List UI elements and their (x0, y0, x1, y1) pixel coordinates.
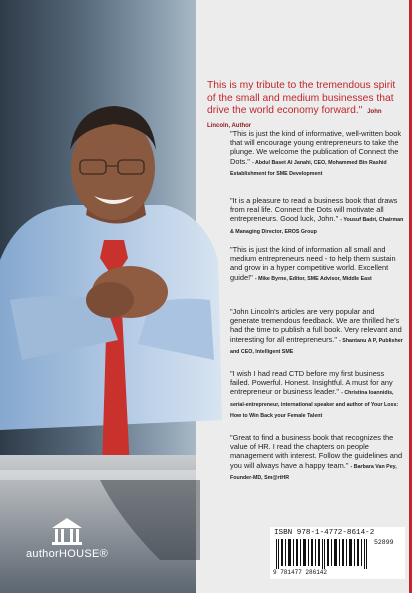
testimonial-attribution: - Shantanu A P, Publisher and CEO, Intelligent SME (230, 337, 403, 355)
testimonial-attribution: - Abdul Baset Al Janahi, CEO, Mohammed Bin Rashid Establishment for SME Development (230, 159, 387, 177)
testimonial-quote: "This is just the kind of informative, well-written book that will encourage young entrepreneurs to take the plunge. We welcome the publication of Connect the Dots." (230, 129, 402, 166)
house-columns-icon (50, 516, 84, 546)
headline-text: This is my tribute to the tremendous spirit of the small and medium businesses that drive the world economy forward." (207, 80, 396, 117)
isbn-label: ISBN 978-1-4772-8614-2 (274, 529, 375, 537)
barcode-icon (276, 539, 372, 569)
testimonial-4 (230, 307, 405, 357)
price-code: 52899 (374, 539, 394, 546)
testimonial-3 (230, 245, 405, 284)
testimonial-attribution: - Yousuf Badri, Chairman & Managing Director, EROS Group (230, 217, 404, 235)
testimonial-attribution: - Christina Ioannidis, serial-entrepreneur, international speaker and author of Your Loss: How to Win Back your Female Talent (230, 390, 399, 419)
testimonial-quote: "John Lincoln's articles are very popular and generate tremendous feedback. We are thrilled he's had the time to publish a full book. Very relevant and interesting for all entrepreneurs." (230, 307, 402, 344)
testimonial-2 (230, 196, 405, 237)
testimonial-attribution: - Barbara Van Pey, Founder-MD, Sm@rtHR (230, 463, 397, 481)
testimonial-attribution: - Mike Byrne, Editor, SME Advisor, Middle East (254, 275, 372, 282)
testimonial-quote: "This is just the kind of information all small and medium entrepreneurs need - to help them sustain and grow in a hyper competitive world. Excellent guide!" (230, 245, 396, 282)
testimonial-quote: "I wish I had read CTD before my first business failed. Powerful. Honest. Insightful. A must for any entrepreneur or business leader." (230, 369, 393, 397)
testimonial-quote: "It is a pleasure to read a business book that draws from real life. Connect the Dots will motivate all entrepreneurs. Good luck, John." (230, 196, 398, 224)
testimonial-6 (230, 433, 405, 483)
testimonial-quote: "Great to find a business book that recognizes the value of HR. I read the chapters on people management with interest. Follow the guidelines and you will always have a happy team." (230, 433, 403, 470)
isbn-barcode (270, 527, 405, 579)
publisher-logo (22, 516, 112, 560)
testimonial-1 (230, 129, 405, 179)
author-tribute-quote (207, 80, 397, 132)
testimonial-5 (230, 369, 405, 421)
headline-attribution: John Lincoln, Author (207, 109, 382, 129)
barcode-digits: 9 781477 286142 (273, 569, 328, 576)
publisher-name: authorHOUSE® (25, 548, 108, 560)
